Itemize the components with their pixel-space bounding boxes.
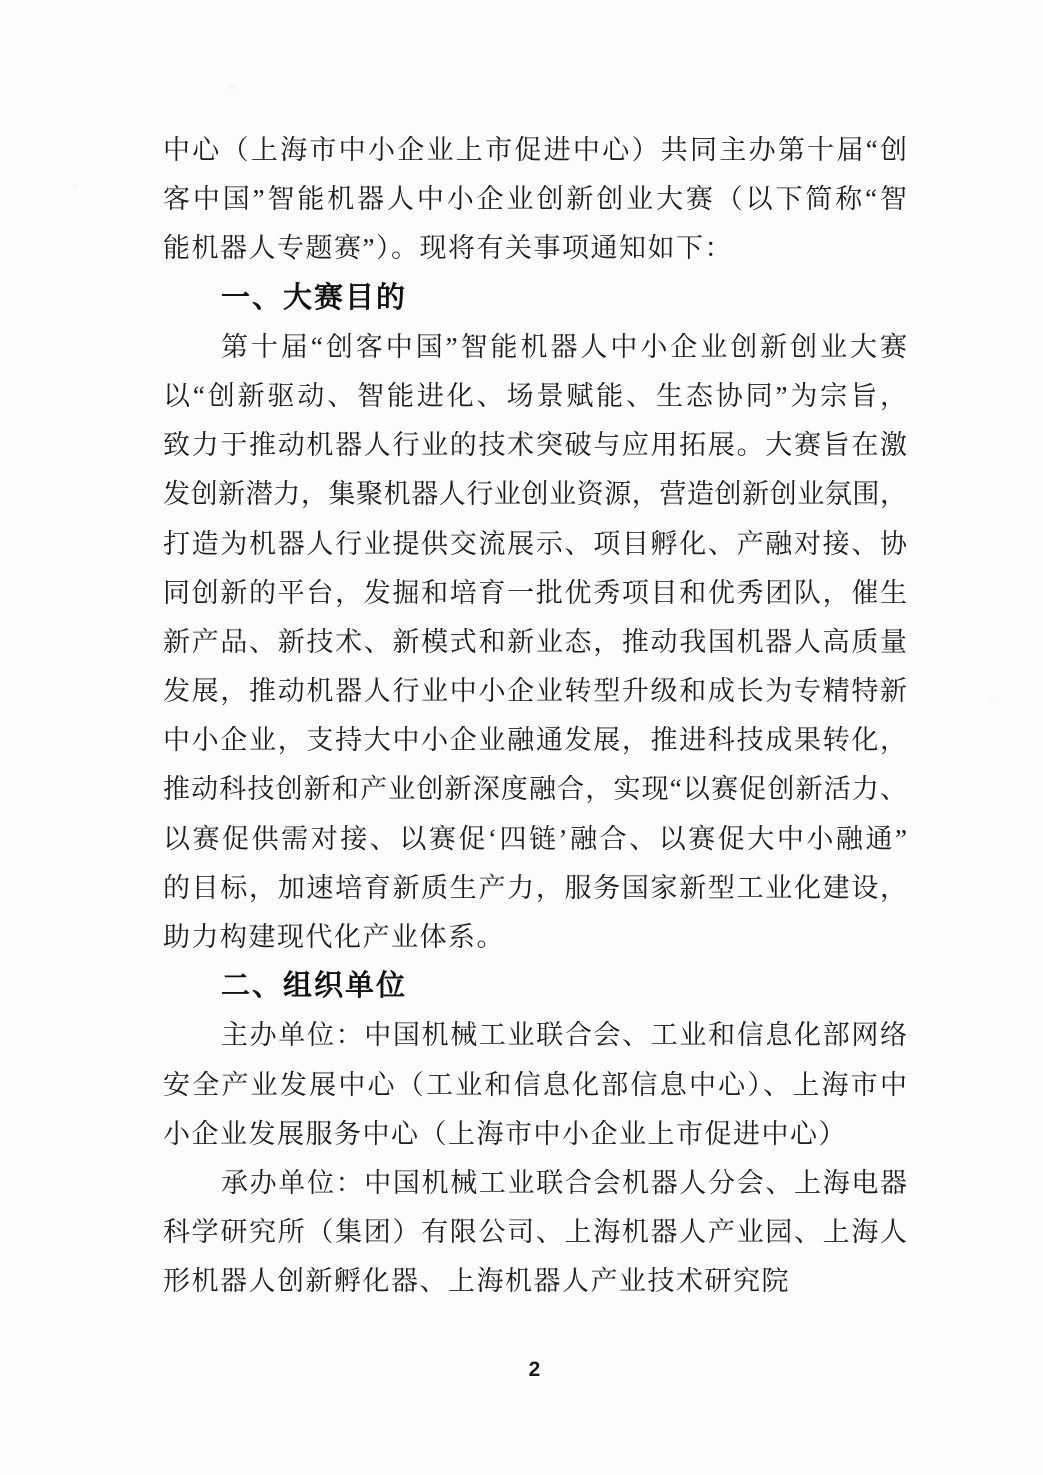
text-line: 同创新的平台，发掘和培育一批优秀项目和优秀团队，催生 <box>163 577 907 608</box>
page-number: 2 <box>528 1358 541 1381</box>
text-line: 第十届“创客中国”智能机器人中小企业创新创业大赛 <box>221 331 907 362</box>
text-line: 推动科技创新和产业创新深度融合，实现“以赛促创新活力、 <box>163 774 907 805</box>
text-line: 承办单位：中国机械工业联合会机器人分会、上海电器 <box>221 1167 907 1198</box>
text-line: 客中国”智能机器人中小企业创新创业大赛（以下简称“智 <box>163 184 907 215</box>
text-line: 以赛促供需对接、以赛促‘四链’融合、以赛促大中小融通” <box>163 823 907 854</box>
text-line: 形机器人创新孵化器、上海机器人产业技术研究院 <box>163 1266 790 1297</box>
text-line: 致力于推动机器人行业的技术突破与应用拓展。大赛旨在激 <box>163 430 907 461</box>
text-line: 以“创新驱动、智能进化、场景赋能、生态协同”为宗旨， <box>163 380 907 411</box>
text-line: 中心（上海市中小企业上市促进中心）共同主办第十届“创 <box>163 135 907 165</box>
text-line: 新产品、新技术、新模式和新业态，推动我国机器人高质量 <box>163 626 907 657</box>
text-line: 能机器人专题赛”）。现将有关事项通知如下： <box>163 233 733 264</box>
text-line: 发展，推动机器人行业中小企业转型升级和成长为专精特新 <box>163 676 907 707</box>
section-heading: 一、大赛目的 <box>221 281 408 314</box>
text-line: 的目标，加速培育新质生产力，服务国家新型工业化建设， <box>163 872 907 903</box>
text-line: 科学研究所（集团）有限公司、上海机器人产业园、上海人 <box>163 1217 907 1248</box>
text-line: 发创新潜力，集聚机器人行业创业资源，营造创新创业氛围， <box>163 479 907 510</box>
document-text-block <box>163 126 907 1307</box>
text-line: 小企业发展服务中心（上海市中小企业上市促进中心） <box>163 1118 847 1149</box>
text-line: 中小企业，支持大中小企业融通发展，推进科技成果转化， <box>163 725 907 756</box>
text-line: 主办单位：中国机械工业联合会、工业和信息化部网络 <box>221 1020 907 1051</box>
text-line: 助力构建现代化产业体系。 <box>163 922 505 952</box>
text-line: 安全产业发展中心（工业和信息化部信息中心）、上海市中 <box>163 1069 907 1100</box>
text-line: 打造为机器人行业提供交流展示、项目孵化、产融对接、协 <box>163 528 907 559</box>
section-heading: 二、组织单位 <box>221 970 408 1003</box>
